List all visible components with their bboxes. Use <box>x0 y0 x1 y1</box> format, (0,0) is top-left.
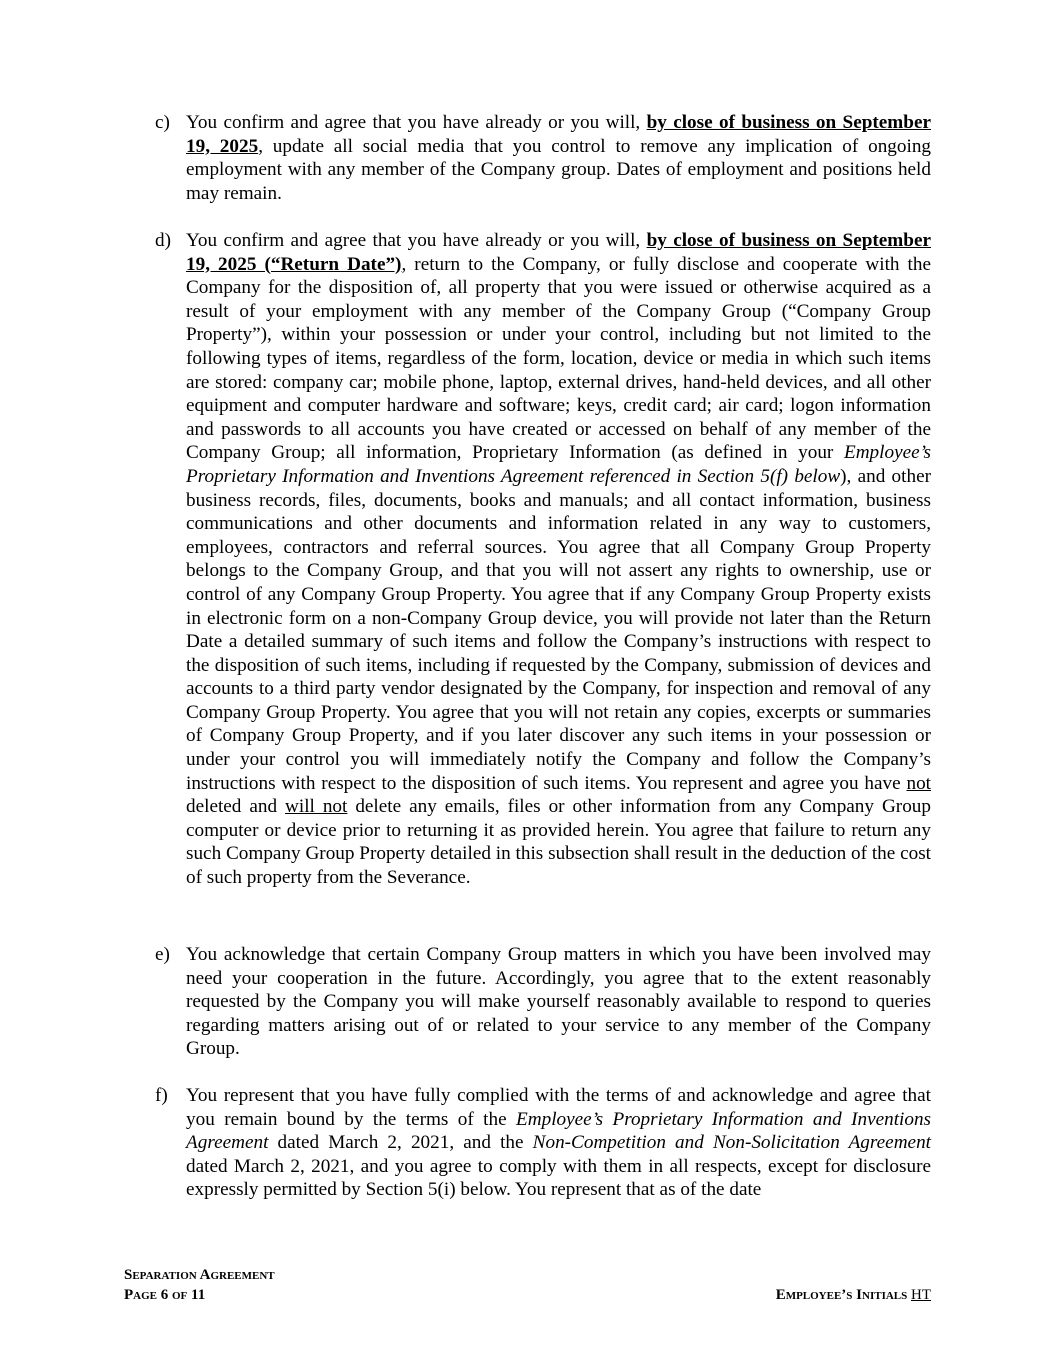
clause-marker: c) <box>155 112 170 133</box>
clause-body <box>186 1084 931 1202</box>
clause-body: You acknowledge that certain Company Group matters in which you have been involved may need your cooperation in the future. Accordingly, you agree that to the extent reasonably requested by the Company you will make yourself reasonably available to respond to queries regarding matters arising out of or related to your service to any member of the Company Group. <box>186 944 931 1060</box>
underlined-will-not: will not <box>285 796 348 818</box>
initials-label: Employee’s Initials <box>775 1287 911 1303</box>
clause-body <box>186 111 931 205</box>
clause-text: , update all social media that you control to remove any implication of ongoing employment with any member of the Company group. Dates of employment and positions held may remain. <box>186 135 932 204</box>
clause-text: deleted and <box>186 796 286 818</box>
clause-text: dated March 2, 2021, and the <box>268 1132 533 1154</box>
clause-text: delete any emails, files or other information from any Company Group computer or device prior to returning it as provided herein. You agree that failure to return any such Company Group Property detailed in this subsection shall result in the deduction of the cost of such property from the Severance. <box>186 796 931 889</box>
clause-text: , return to the Company, or fully disclose and cooperate with the Company for the disposition of, all property that you were issued or otherwise acquired as a result of your employment with any member of the Company Group (“Company Group Property”), within your possession or under your control, including but not limited to the following types of items, regardless of the form, location, device or media in which such items are stored: company car; mobile phone, laptop, external drives, hand-held devices, and all other equipment and computer hardware and software; keys, credit card; air card; logon information and passwords to all accounts you have created or accessed on behalf of any member of the Company Group; all information, Proprietary Information (as defined in your <box>186 253 931 464</box>
clause-text: You represent that you have fully complied with the terms of and acknowledge and agree that you remain bound by the terms of the <box>186 1085 931 1130</box>
clause-text: You confirm and agree that you have already or you will, <box>186 112 647 133</box>
clause-marker: e) <box>155 944 170 965</box>
clause-marker: d) <box>155 230 171 251</box>
agreement-reference: Non-Competition and Non-Solicitation Agreement <box>532 1132 931 1154</box>
clause-c <box>155 111 931 205</box>
footer-doc-title: Separation Agreement <box>124 1267 275 1283</box>
footer-left <box>124 1265 275 1305</box>
underlined-not: not <box>906 772 931 794</box>
clause-e <box>155 943 931 1061</box>
clause-text: dated March 2, 2021, and you agree to comply with them in all respects, except for disclosure expressly permitted by Section 5(i) below. You represent that as of the date <box>186 1155 931 1201</box>
agreement-reference: Employee’s Proprietary Information and Inventions Agreement <box>186 1108 932 1154</box>
return-date-emphasis: by close of business on September 19, 2025 (“Return Date”) <box>186 230 931 275</box>
initials-value: HT <box>911 1287 931 1303</box>
clause-text: You confirm and agree that you have already or you will, <box>186 230 647 251</box>
deadline-emphasis: by close of business on September 19, 2025 <box>186 112 931 157</box>
clause-marker: f) <box>155 1085 168 1106</box>
clause-f <box>155 1084 931 1202</box>
clause-d <box>155 229 931 890</box>
clause-body <box>186 229 931 890</box>
footer-page-number: Page 6 of 11 <box>124 1287 206 1303</box>
clause-text: ), and other business records, files, documents, books and manuals; and all contact information, business communications and other documents and information related in any way to customers, employees, contractors and referral sources. You agree that all Company Group Property belongs to the Company Group, and that you will not assert any rights to ownership, use or control of any Company Group Property. You agree that if any Company Group Property exists in electronic form on a non-Company Group device, you will provide not later than the Return Date a detailed summary of such items and follow the Company’s instructions with respect to the disposition of such items, including if requested by the Company, submission of devices and accounts to a third party vendor designated by the Company, for inspection and removal of any Company Group Property. You agree that you will not retain any copies, excerpts or summaries of Company Group Property, and if you later discover any such items in your possession or under your control you will immediately notify the Company and follow the Company’s instructions with respect to the disposition of such items. You represent and agree you have <box>186 465 931 794</box>
agreement-reference: Employee’s Proprietary Information and Inventions Agreement referenced in Section 5(f) below <box>186 442 931 487</box>
footer-right <box>776 1285 931 1305</box>
